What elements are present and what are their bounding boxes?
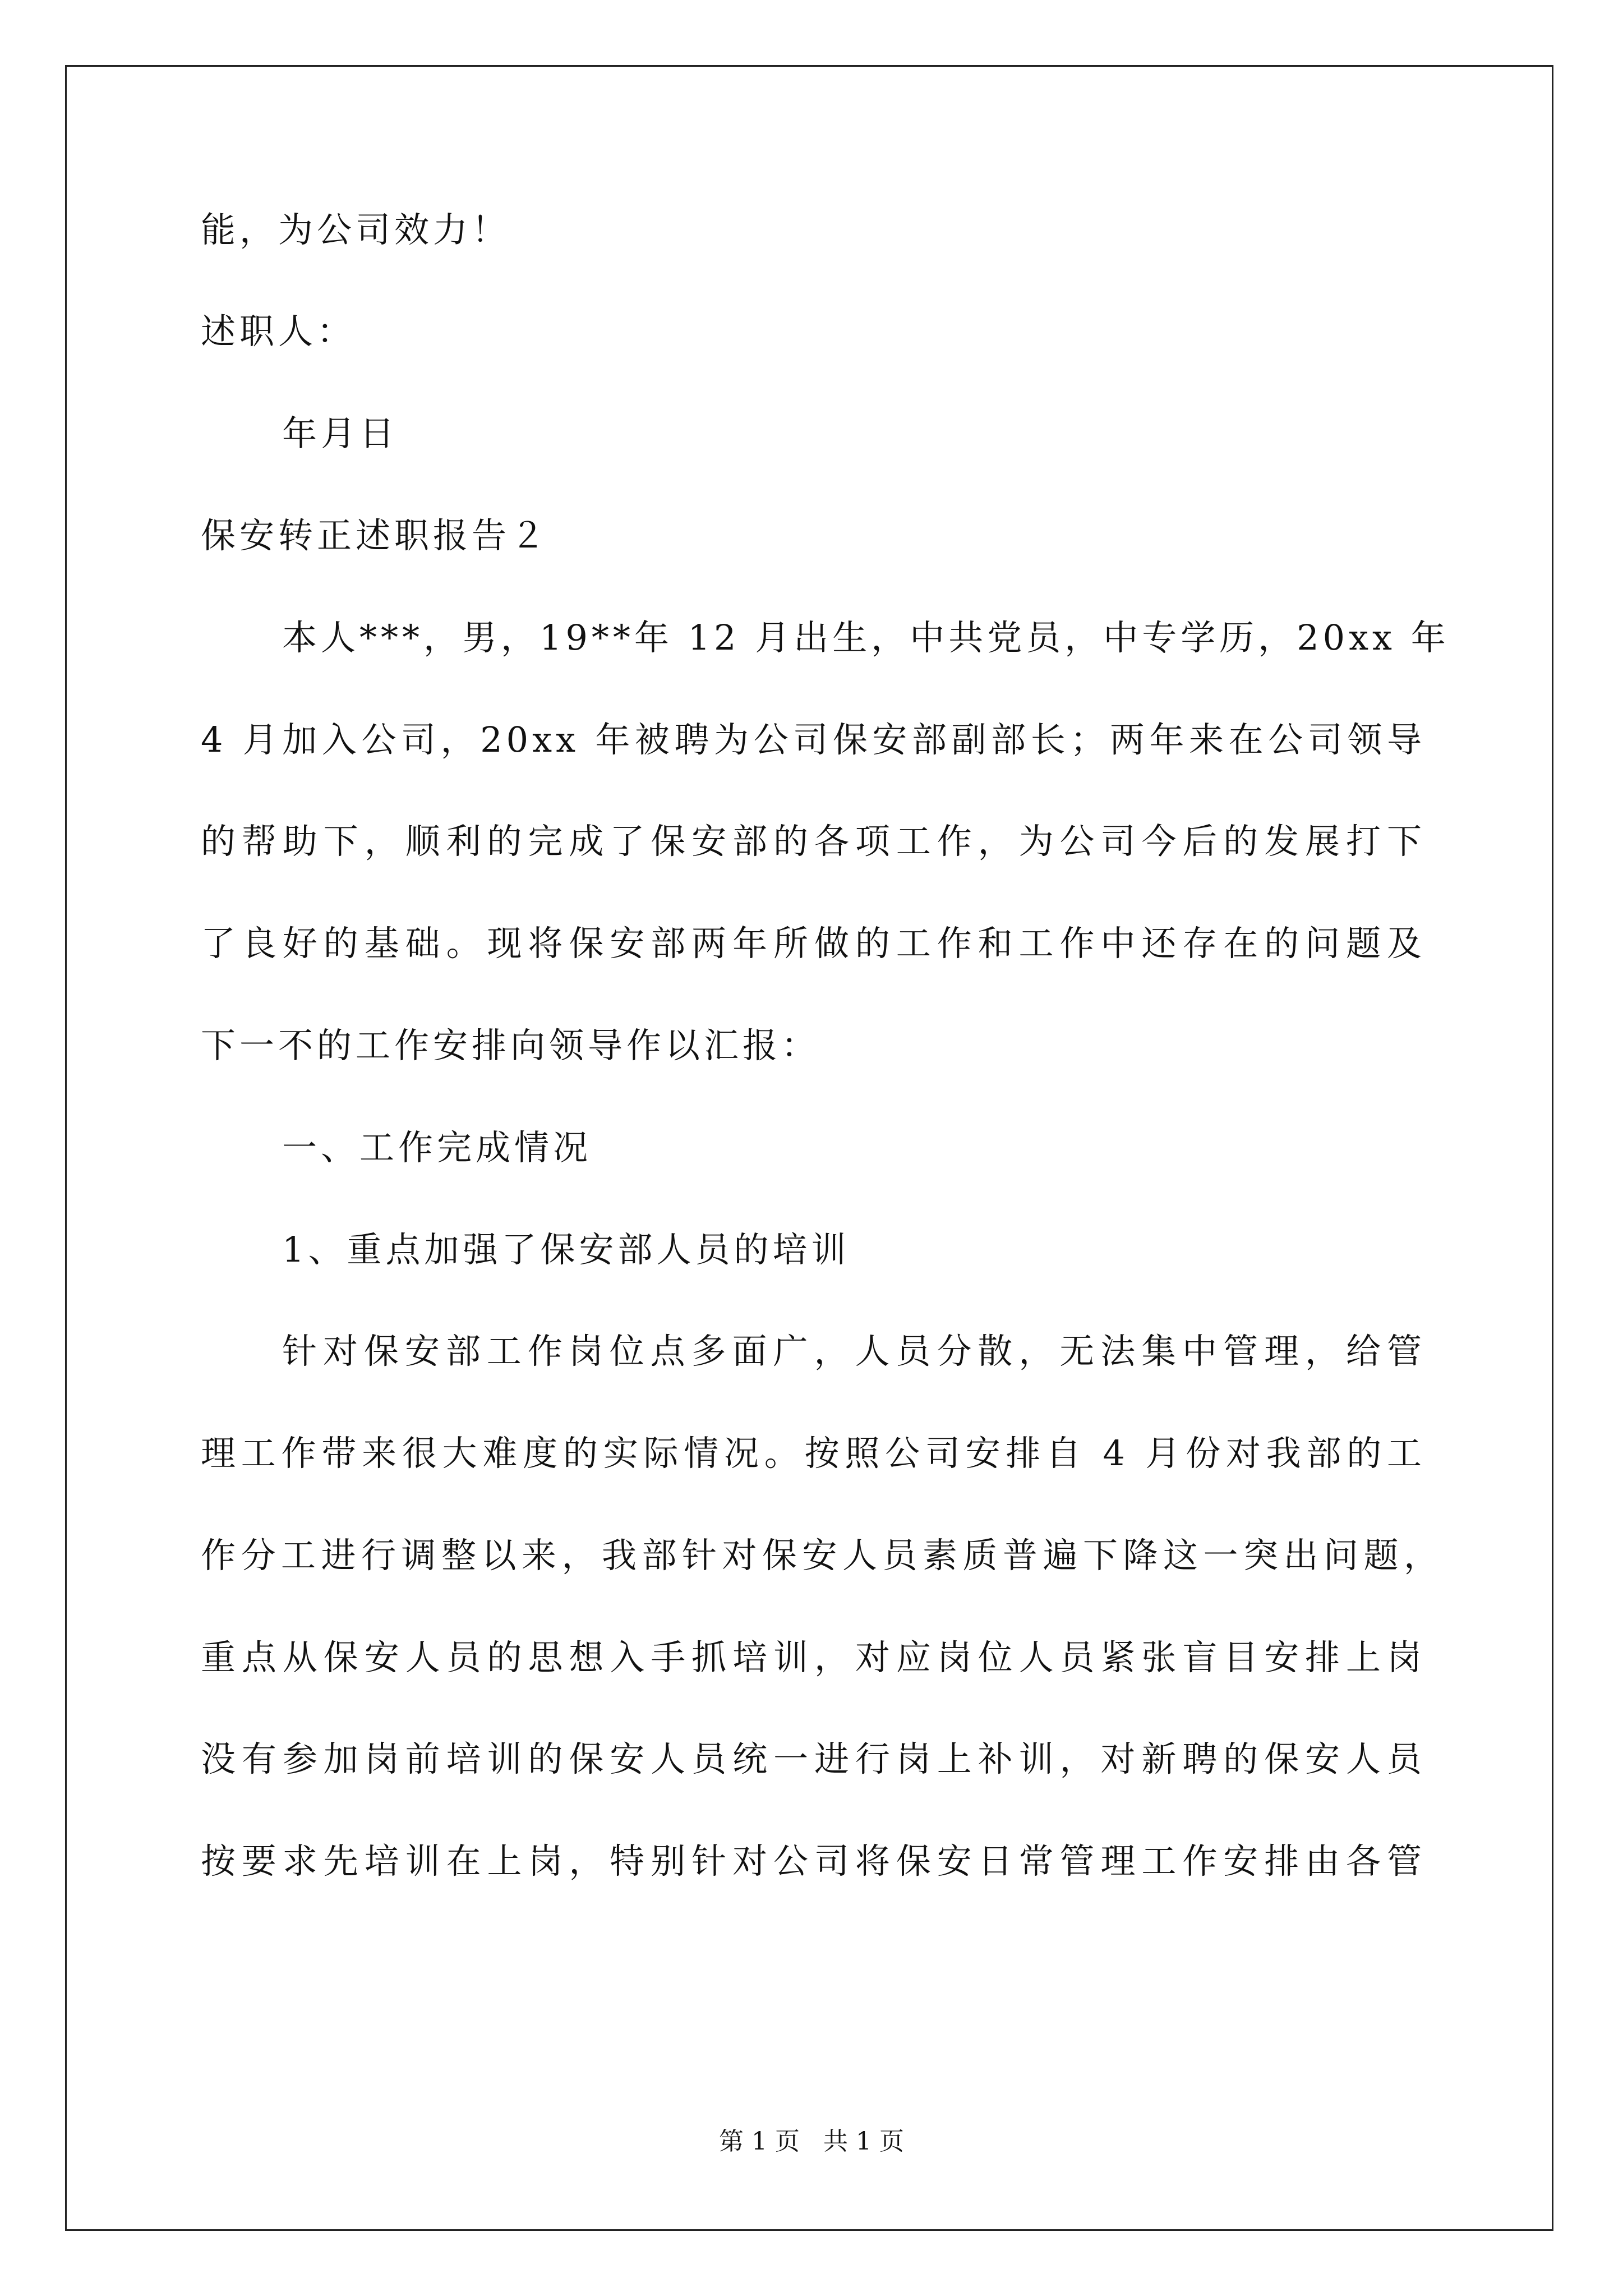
page-footer: 第 1 页 共 1 页 — [719, 2127, 904, 2156]
text-line: 4 月加入公司，20xx 年被聘为公司保安部副部长；两年来在公司领导 — [201, 719, 1426, 760]
text-line: 年月日 — [282, 413, 399, 454]
section-title: 保安转正述职报告２ — [201, 515, 550, 556]
text-line: 作分工进行调整以来，我部针对保安人员素质普遍下降这一突出问题， — [201, 1535, 1442, 1576]
text-line: 下一不的工作安排向领导作以汇报： — [201, 1025, 820, 1066]
text-line: 能，为公司效力！ — [201, 209, 511, 250]
text-line: 没有参加岗前培训的保安人员统一进行岗上补训，对新聘的保安人员 — [201, 1738, 1426, 1779]
text-line: 理工作带来很大难度的实际情况。按照公司安排自 4 月份对我部的工 — [201, 1433, 1426, 1474]
text-line: 述职人： — [201, 311, 356, 352]
subsection-heading: 1、重点加强了保安部人员的培训 — [282, 1229, 850, 1270]
subsection-heading: 一、工作完成情况 — [282, 1127, 592, 1168]
text-line: 的帮助下，顺利的完成了保安部的各项工作，为公司今后的发展打下 — [201, 821, 1426, 862]
text-line: 了良好的基础。现将保安部两年所做的工作和工作中还存在的问题及 — [201, 923, 1426, 964]
text-line: 针对保安部工作岗位点多面广，人员分散，无法集中管理，给管 — [282, 1331, 1426, 1372]
text-line: 本人***，男，19**年 12 月出生，中共党员，中专学历，20xx 年 — [282, 617, 1450, 658]
text-line: 重点从保安人员的思想入手抓培训，对应岗位人员紧张盲目安排上岗 — [201, 1637, 1426, 1678]
text-line: 按要求先培训在上岗，特别针对公司将保安日常管理工作安排由各管 — [201, 1841, 1426, 1881]
